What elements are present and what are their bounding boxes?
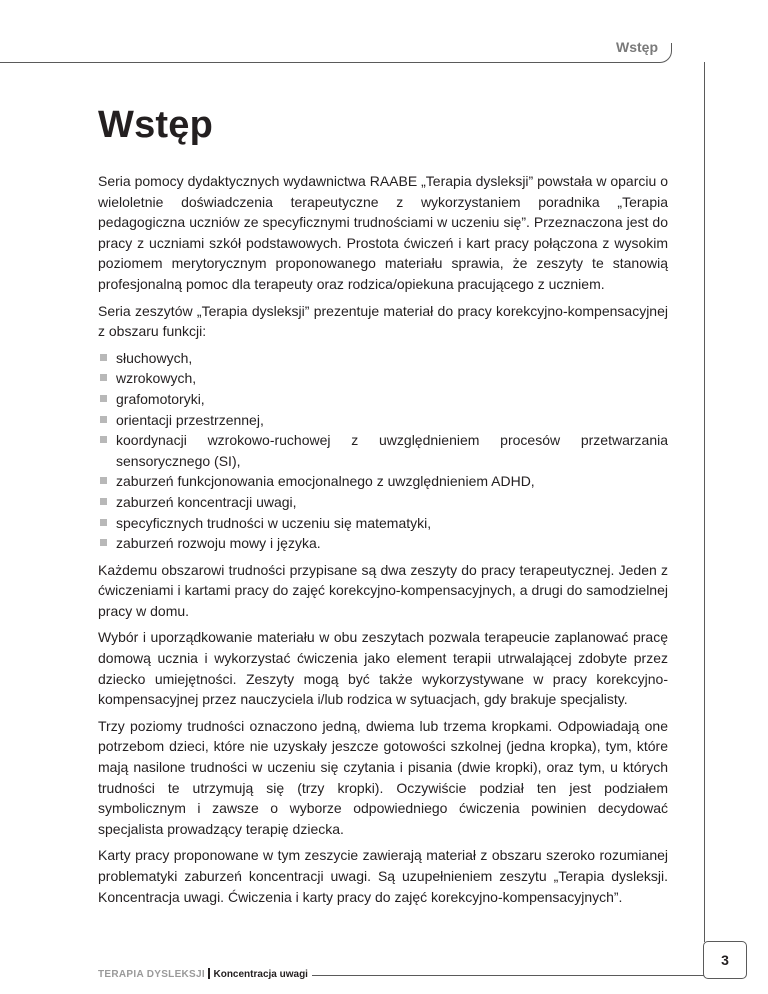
list-item: zaburzeń funkcjonowania emocjonalnego z uwzględnieniem ADHD, xyxy=(98,471,668,492)
list-item: specyficznych trudności w uczeniu się matematyki, xyxy=(98,513,668,534)
list-item: koordynacji wzrokowo-ruchowej z uwzględnieniem procesów przetwarzania sensorycznego (SI), xyxy=(98,430,668,471)
footer xyxy=(98,968,308,980)
square-bullet-icon xyxy=(100,395,107,402)
footer-separator xyxy=(208,968,211,979)
square-bullet-icon xyxy=(100,498,107,505)
paragraph-levels: Trzy poziomy trudności oznaczono jedną, dwiema lub trzema kropkami. Odpowiadają one potrzebom dzieci, które nie uzyskały jeszcze gotowości szkolnej (jedna kropka), tym, które mają nasilone trudności w uczeniu się czytania i pisania (dwie kropki), oraz tym, u których trudności te utrzymują się (trzy kropki). Oczywiście podział ten jest podziałem symbolicznym i zawsze o wyborze odpowiedniego ćwiczenia powinien decydować specjalista prowadzący terapię dziecka. xyxy=(98,717,668,837)
page-title: Wstęp xyxy=(98,104,213,146)
footer-series-title: TERAPIA DYSLEKSJI xyxy=(98,969,205,980)
square-bullet-icon xyxy=(100,374,107,381)
header-corner-rule xyxy=(659,43,672,63)
list-item: orientacji przestrzennej, xyxy=(98,410,668,431)
footer-rule xyxy=(312,975,704,976)
page-number: 3 xyxy=(721,952,729,968)
square-bullet-icon xyxy=(100,416,107,423)
paragraph-worksheets: Karty pracy proponowane w tym zeszycie zawierają materiał z obszaru szeroko rozumianej problematyki zaburzeń koncentracji uwagi. Są uzupełnieniem zeszytu „Terapia dysleksji. Koncentracja uwagi. Ćwiczenia i karty pracy do zajęć korekcyjno-kompensacyjnych”. xyxy=(98,847,668,905)
list-item: wzrokowych, xyxy=(98,368,668,389)
list-item: zaburzeń koncentracji uwagi, xyxy=(98,492,668,513)
square-bullet-icon xyxy=(100,477,107,484)
paragraph-selection: Wybór i uporządkowanie materiału w obu zeszytach pozwala terapeucie zaplanować pracę domową ucznia i wykorzystać ćwiczenia jako element terapii utrwalającej zdobyte przez dziecko umiejętności. Zeszyty mogą być także wykorzystywane w pracy korekcyjno-kompensacyjnej przez nauczyciela i/lub rodzica w sytuacjach, gdy brakuje specjalisty. xyxy=(98,629,668,708)
side-rule xyxy=(704,62,705,942)
footer-subtitle: Koncentracja uwagi xyxy=(213,969,308,980)
page-number-box xyxy=(703,941,747,979)
square-bullet-icon xyxy=(100,539,107,546)
main-content xyxy=(98,171,668,913)
list-item: słuchowych, xyxy=(98,348,668,369)
list-item: zaburzeń rozwoju mowy i języka. xyxy=(98,533,668,554)
square-bullet-icon xyxy=(100,519,107,526)
square-bullet-icon xyxy=(100,436,107,443)
list-item: grafomotoryki, xyxy=(98,389,668,410)
paragraph-intro: Seria pomocy dydaktycznych wydawnictwa RAABE „Terapia dysleksji” powstała w oparciu o wieloletnie doświadczenia terapeutyczne z wykorzystaniem poradnika „Terapia pedagogiczna uczniów ze specyficznymi trudnościami w uczeniu się”. Przeznaczona jest do pracy z uczniami szkół podstawowych. Prostota ćwiczeń i kart pracy połączona z wysokim poziomem merytorycznym proponowanego materiału sprawia, że zeszyty te stanowią profesjonalną pomoc dla terapeuty oraz rodzica/opiekuna pracującego z uczniem. xyxy=(98,173,668,292)
paragraph-notebooks: Każdemu obszarowi trudności przypisane są dwa zeszyty do pracy terapeutycznej. Jeden z ćwiczeniami i kartami pracy do zajęć korekcyjno-kompensacyjnych, a drugi do samodzielnej pracy w domu. xyxy=(98,561,668,619)
square-bullet-icon xyxy=(100,354,107,361)
paragraph-series: Seria zeszytów „Terapia dysleksji” prezentuje materiał do pracy korekcyjno-kompensacyjnej z obszaru funkcji: xyxy=(98,302,668,340)
running-header-title: Wstęp xyxy=(616,39,658,55)
header-rule xyxy=(0,62,660,63)
functions-list xyxy=(98,348,668,554)
